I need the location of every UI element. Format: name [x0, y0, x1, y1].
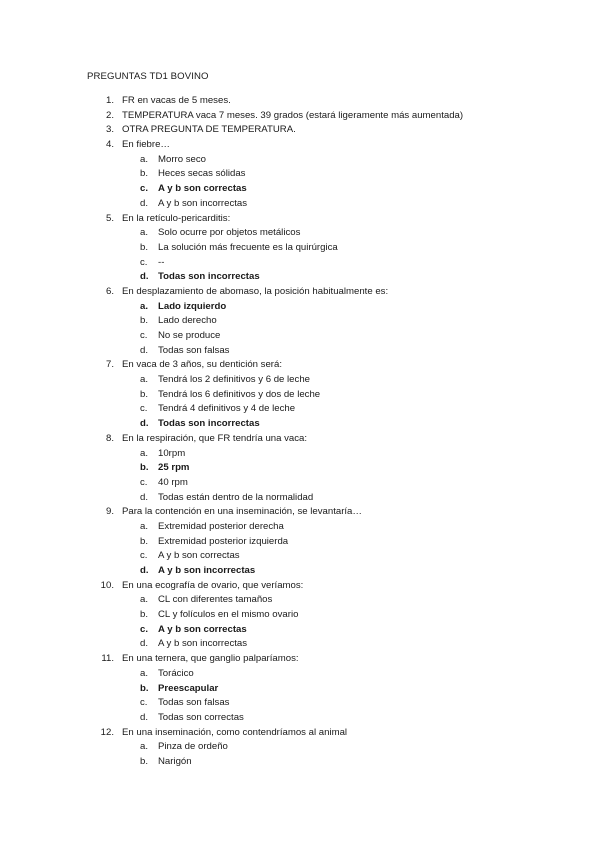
answer-option — [0, 197, 599, 212]
option-letter: b. — [140, 462, 149, 474]
option-text: Extremidad posterior derecha — [158, 520, 284, 532]
option-text: Heces secas sólidas — [158, 168, 246, 180]
option-text: Tendrá 4 definitivos y 4 de leche — [158, 403, 296, 415]
option-text: Preescapular — [158, 682, 219, 694]
option-text: La solución más frecuente es la quirúrgica — [158, 241, 338, 253]
question-text: TEMPERATURA vaca 7 meses. 39 grados (estará ligeramente más aumentada) — [122, 109, 464, 121]
question-number: 6. — [105, 285, 114, 297]
option-text: 10rpm — [158, 447, 186, 459]
question-number: 9. — [105, 506, 114, 518]
question-item — [0, 358, 599, 373]
answer-option — [0, 329, 599, 344]
question-item — [0, 123, 599, 138]
option-text: A y b son correctas — [158, 623, 247, 635]
option-letter: a. — [140, 520, 149, 532]
option-text: Todas son falsas — [158, 697, 230, 709]
question-number: 2. — [105, 109, 114, 121]
answer-option — [0, 740, 599, 755]
option-letter: d. — [140, 491, 149, 503]
option-text: A y b son correctas — [158, 183, 247, 195]
answer-option — [0, 608, 599, 623]
option-text: Narigón — [158, 755, 192, 767]
question-number: 3. — [105, 124, 114, 136]
answer-option — [0, 476, 599, 491]
option-letter: a. — [140, 227, 149, 239]
option-text: Todas están dentro de la normalidad — [158, 491, 314, 503]
option-letter: a. — [140, 594, 149, 606]
answer-option — [0, 256, 599, 271]
option-text: Todas son incorrectas — [158, 271, 260, 283]
question-text: En una ecografía de ovario, que veríamos: — [122, 579, 304, 591]
answer-option — [0, 593, 599, 608]
option-letter: d. — [140, 565, 149, 576]
option-letter: d. — [140, 418, 149, 430]
question-number: 1. — [105, 95, 114, 106]
answer-option-correct — [0, 461, 599, 476]
answer-option — [0, 696, 599, 711]
option-letter: d. — [140, 344, 149, 356]
question-item — [0, 285, 599, 300]
question-number: 11. — [101, 653, 114, 665]
question-text: En desplazamiento de abomaso, la posición habitualmente es: — [122, 285, 389, 297]
option-text: A y b son incorrectas — [158, 197, 248, 209]
option-text: A y b son correctas — [158, 550, 240, 562]
option-text: A y b son incorrectas — [158, 565, 256, 576]
option-letter: a. — [140, 153, 149, 165]
option-text: Todas son incorrectas — [158, 418, 260, 430]
answer-option-correct — [0, 682, 599, 697]
option-letter: c. — [140, 623, 149, 635]
question-number: 12. — [100, 726, 114, 738]
option-text: Tendrá los 2 definitivos y 6 de leche — [158, 374, 310, 386]
option-text: A y b son incorrectas — [158, 638, 248, 650]
option-letter: b. — [140, 609, 149, 621]
answer-option — [0, 755, 599, 770]
option-letter: d. — [140, 271, 149, 283]
question-text: En la respiración, que FR tendría una vaca: — [122, 432, 308, 444]
option-letter: a. — [140, 667, 149, 679]
option-text: Torácico — [158, 667, 194, 679]
option-letter: c. — [140, 476, 148, 488]
question-number: 10. — [100, 579, 114, 591]
option-letter: c. — [140, 183, 149, 195]
option-letter: d. — [140, 711, 149, 723]
option-letter: c. — [140, 550, 148, 562]
option-text: -- — [158, 256, 165, 268]
option-text: Extremidad posterior izquierda — [158, 535, 289, 547]
option-letter: c. — [140, 330, 148, 341]
question-item — [0, 138, 599, 153]
question-item — [0, 94, 599, 109]
question-text: FR en vacas de 5 meses. — [122, 95, 231, 106]
question-item — [0, 579, 599, 594]
option-text: Todas son correctas — [158, 711, 244, 723]
question-item — [0, 726, 599, 741]
option-letter: b. — [140, 168, 149, 180]
answer-option — [0, 402, 599, 417]
answer-option — [0, 711, 599, 726]
question-item — [0, 212, 599, 227]
question-text: Para la contención en una inseminación, se levantaría… — [122, 506, 362, 518]
answer-option-correct — [0, 417, 599, 432]
answer-option — [0, 549, 599, 564]
answer-option — [0, 388, 599, 403]
option-text: CL y folículos en el mismo ovario — [158, 609, 299, 621]
option-text: CL con diferentes tamaños — [158, 594, 273, 606]
answer-option — [0, 153, 599, 168]
answer-option-correct — [0, 564, 599, 579]
option-text: 40 rpm — [158, 476, 188, 488]
option-letter: a. — [140, 300, 149, 312]
question-text: OTRA PREGUNTA DE TEMPERATURA. — [122, 124, 296, 136]
question-number: 5. — [105, 212, 114, 224]
option-text: Solo ocurre por objetos metálicos — [158, 227, 301, 239]
option-letter: b. — [140, 388, 149, 400]
option-text: Tendrá los 6 definitivos y dos de leche — [158, 388, 321, 400]
option-letter: d. — [140, 197, 149, 209]
question-item — [0, 109, 599, 124]
question-item — [0, 652, 599, 667]
option-letter: b. — [140, 755, 149, 767]
answer-option — [0, 373, 599, 388]
answer-option — [0, 520, 599, 535]
answer-option-correct — [0, 300, 599, 315]
option-letter: c. — [140, 256, 148, 268]
question-item — [0, 505, 599, 520]
question-text: En fiebre… — [122, 139, 170, 151]
option-text: Todas son falsas — [158, 344, 230, 356]
answer-option — [0, 167, 599, 182]
answer-option — [0, 226, 599, 241]
option-letter: b. — [140, 535, 149, 547]
question-text: En vaca de 3 años, su dentición será: — [122, 359, 282, 371]
option-text: 25 rpm — [158, 462, 190, 474]
option-letter: a. — [140, 741, 149, 753]
answer-option — [0, 344, 599, 359]
question-number: 8. — [105, 432, 114, 444]
option-text: Pinza de ordeño — [158, 741, 228, 753]
question-number: 4. — [105, 139, 114, 151]
option-letter: d. — [140, 638, 149, 650]
answer-option-correct — [0, 623, 599, 638]
document-title: PREGUNTAS TD1 BOVINO — [87, 71, 209, 82]
question-text: En una inseminación, como contendríamos al animal — [122, 726, 348, 738]
option-letter: b. — [140, 241, 149, 253]
answer-option — [0, 314, 599, 329]
option-letter: c. — [140, 697, 148, 709]
answer-option-correct — [0, 182, 599, 197]
option-text: Lado izquierdo — [158, 300, 227, 312]
option-letter: b. — [140, 315, 149, 327]
option-letter: b. — [140, 682, 149, 694]
question-number: 7. — [105, 359, 114, 371]
answer-option — [0, 667, 599, 682]
option-letter: a. — [140, 447, 149, 459]
question-text: En la retículo-pericarditis: — [122, 212, 231, 224]
answer-option-correct — [0, 270, 599, 285]
answer-option — [0, 491, 599, 506]
answer-option — [0, 241, 599, 256]
option-letter: a. — [140, 374, 149, 386]
answer-option — [0, 535, 599, 550]
option-text: No se produce — [158, 330, 221, 341]
option-text: Morro seco — [158, 153, 206, 165]
question-item — [0, 432, 599, 447]
question-text: En una ternera, que ganglio palparíamos: — [122, 653, 299, 665]
question-list — [0, 94, 599, 770]
option-letter: c. — [140, 403, 148, 415]
answer-option — [0, 447, 599, 462]
option-text: Lado derecho — [158, 315, 217, 327]
answer-option — [0, 637, 599, 652]
